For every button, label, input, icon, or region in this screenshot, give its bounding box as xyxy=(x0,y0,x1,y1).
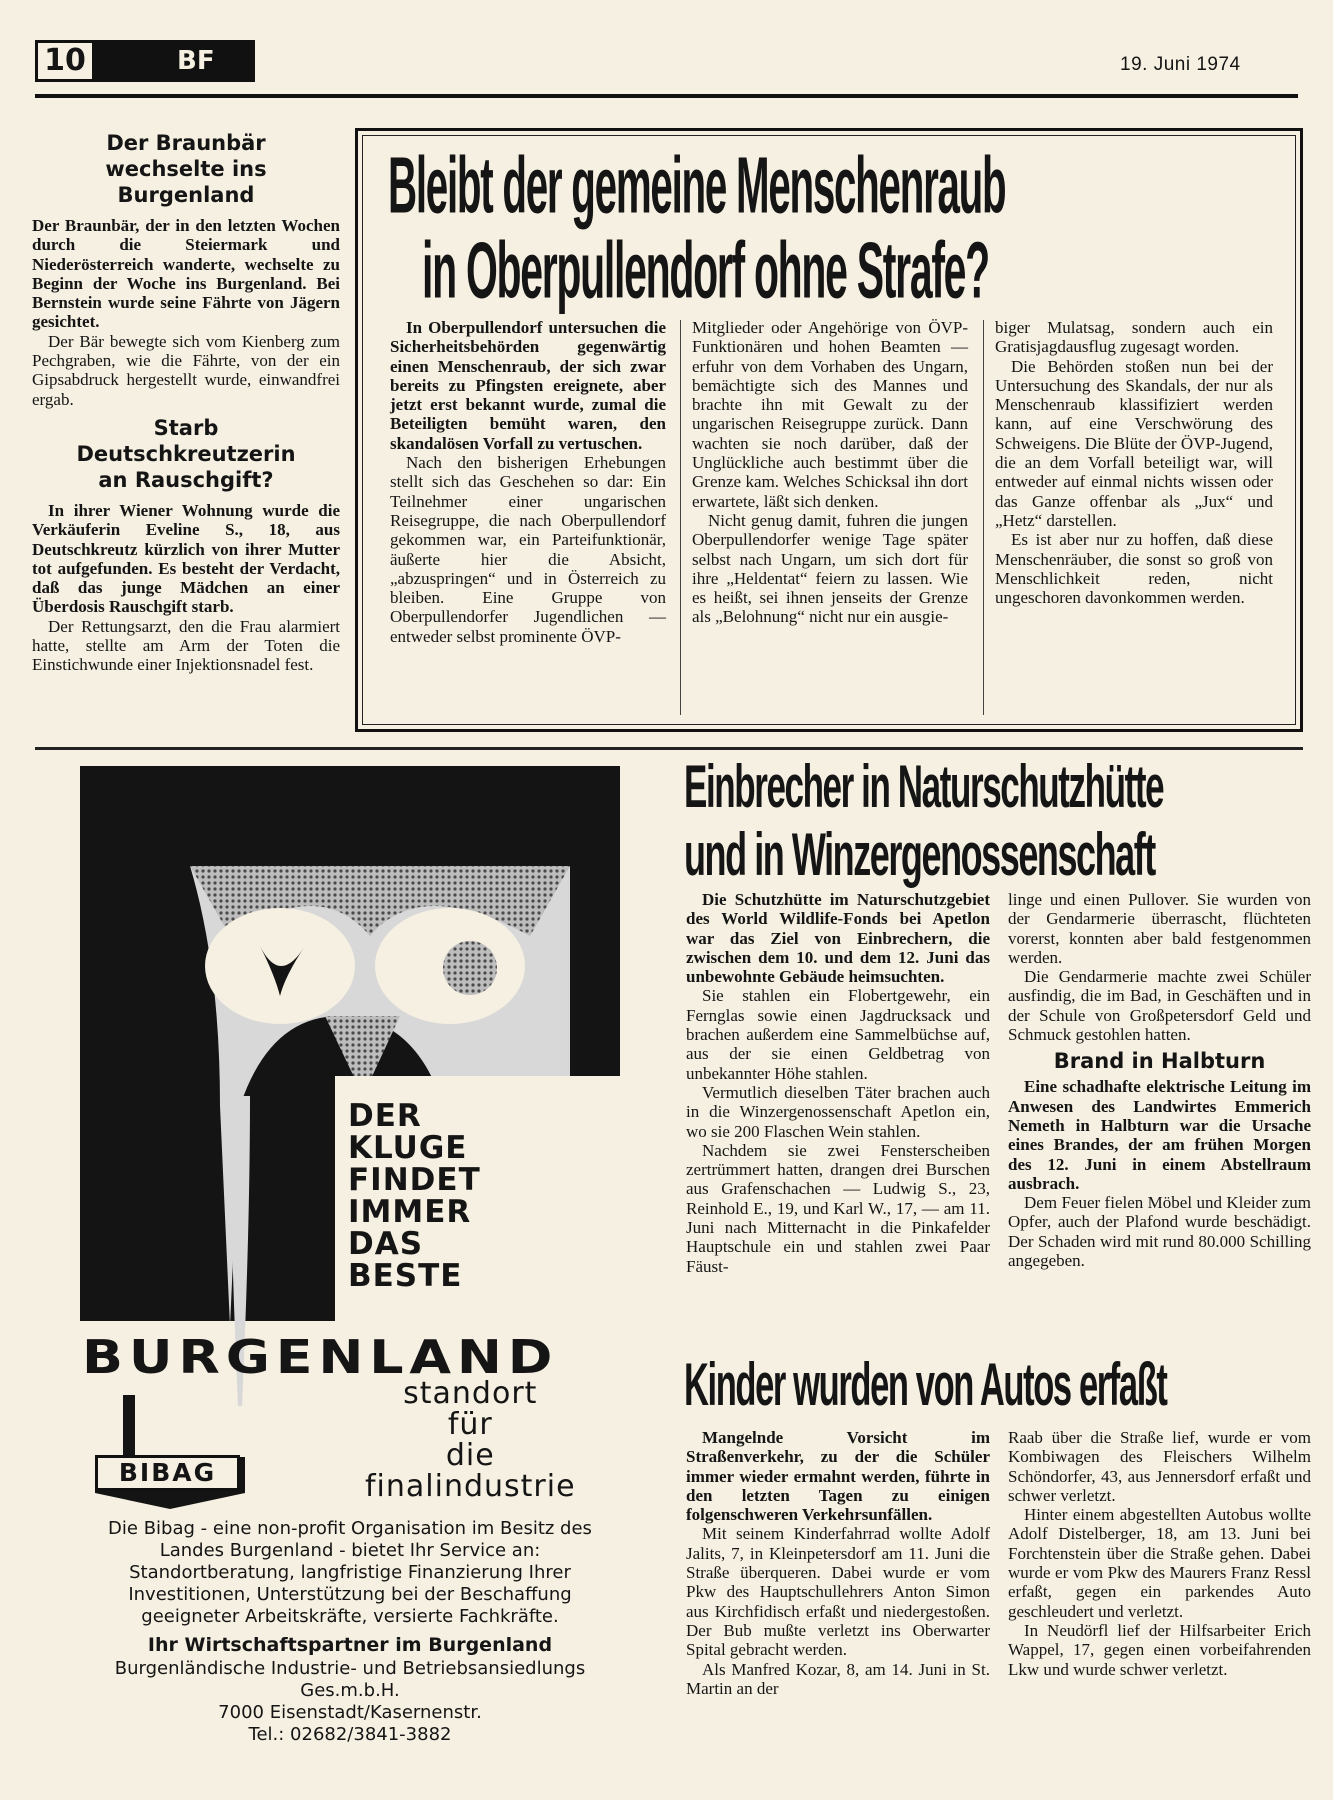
ad-tagline-line: finalindustrie xyxy=(365,1469,576,1504)
story-body: Es ist aber nur zu hoffen, daß diese Menschenräuber, die sonst so groß von Menschlichkeit reden, nicht ungeschoren davonkommen werden. xyxy=(995,530,1273,608)
story-body: biger Mulatsag, sondern auch ein Gratisjagdausflug zugesagt worden. xyxy=(995,318,1273,357)
ad-partner-line: Ihr Wirtschaftspartner im Burgenland xyxy=(147,1634,553,1656)
main-story-column-2 xyxy=(692,318,968,627)
burglary-column-1 xyxy=(686,890,990,1276)
ad-logo: BIBAG xyxy=(95,1455,240,1491)
story-lead: In Oberpullendorf untersuchen die Sicherheitsbehörden gegenwärtig einen Menschenraub, der sich zwar bereits zu Pfingsten ereignete, aber jetzt erst bekannt wurde, zumal die Beteiligten bemüht waren, den skandalösen Vorfall zu vertuschen. xyxy=(390,318,666,453)
ad-address xyxy=(80,1658,620,1746)
burglary-headline-line1: Einbrecher in Naturschutzhütte xyxy=(684,753,1164,821)
main-headline-line1: Bleibt der gemeine Menschenraub xyxy=(388,140,1006,230)
story-body: linge und einen Pullover. Sie wurden von der Gendarmerie überrascht, flüchteten vorerst, konnten aber bald festgenommen werden. xyxy=(1008,890,1311,967)
story-lead: In ihrer Wiener Wohnung wurde die Verkäuferin Eveline S., 18, aus Deutschkreutz kürzlich von ihrer Mutter tot aufgefunden. Es besteht der Verdacht, daß das junge Mädchen an einer Überdosis Rauschgift starb. xyxy=(32,500,340,617)
burglary-headline-line2: und in Winzergenossenschaft xyxy=(684,821,1155,889)
story-headline: Der Braunbär wechselte ins Burgenland xyxy=(105,131,267,207)
header-rule xyxy=(35,94,1298,98)
ad-slogan-line: KLUGE xyxy=(348,1130,468,1166)
section-masthead: BF xyxy=(95,40,255,82)
ad-slogan xyxy=(348,1100,481,1292)
story-body: Als Manfred Kozar, 8, am 14. Juni in St. Martin an der xyxy=(686,1659,990,1698)
ad-address-line: Burgenländische Industrie- und Betriebsansiedlungs Ges.m.b.H. xyxy=(114,1658,586,1701)
children-headline: Kinder wurden von Autos erfaßt xyxy=(684,1351,1167,1419)
ad-slogan-line: DER xyxy=(348,1098,422,1134)
ad-slogan-line: DAS xyxy=(348,1226,424,1262)
story-lead: Eine schadhafte elektrische Leitung im Anwesen des Landwirtes Emmerich Nemeth in Halbturn war die Ursache eines Brandes, der am frühen Morgen des 12. Juni in einem Abstellraum ausbrach. xyxy=(1008,1077,1311,1193)
ad-slogan-line: BESTE xyxy=(348,1258,463,1294)
story-body: Nicht genug damit, fuhren die jungen Oberpullendorfer wenige Tage später selbst nach Ungarn, um sich dort für ihre „Heldentat“ feiern zu lassen. Wie es heißt, sei ihnen jenseits der Grenze als „Belohnung“ nicht nur ein ausgie- xyxy=(692,510,968,627)
main-story-column-1 xyxy=(390,318,666,646)
story-lead: Die Schutzhütte im Naturschutzgebiet des World Wildlife-Fonds bei Apetlon war das Ziel von Einbrechern, die zwischen dem 10. und dem 12. Juni das unbewohnte Gebäude heimsuchten. xyxy=(686,890,990,987)
story-body: Mitglieder oder Angehörige von ÖVP-Funktionären und hohen Beamten — erfuhr von dem Vorhaben des Ungarn, bemächtigte sich des Mannes und brachte ihn mit Gewalt zu der ungarischen Reisegruppe zurück. Dann wachten sie noch darüber, daß der Unglückliche auch bestimmt über die Grenze kam. Welches Schicksal ihn dort erwartete, läßt sich denken. xyxy=(692,318,968,511)
section-rule xyxy=(35,747,1303,750)
ad-brand: BURGENLAND xyxy=(82,1330,559,1384)
ad-description: Die Bibag - eine non-profit Organisation im Besitz des Landes Burgenland - bietet Ihr Service an: Standortberatung, langfristige Finanzierung Ihrer Investitionen, Unterstützung bei der Beschaffung geeigneter Arbeitskräfte, versierte Fachkräfte. xyxy=(108,1518,592,1627)
story-lead: Mangelnde Vorsicht im Straßenverkehr, zu der die Schüler immer wieder ermahnt werden, führte in den letzten Tagen zu einigen folgenschweren Verkehrsunfällen. xyxy=(686,1428,990,1525)
issue-date: 19. Juni 1974 xyxy=(1120,54,1241,75)
children-column-2 xyxy=(1008,1428,1311,1679)
burglary-column-2 xyxy=(1008,890,1311,1270)
story-body: Dem Feuer fielen Möbel und Kleider zum Opfer, auch der Plafond wurde beschädigt. Der Schaden wird mit rund 80.000 Schilling angegeben. xyxy=(1008,1193,1311,1271)
column-rule xyxy=(983,320,984,715)
story-body: Vermutlich dieselben Täter brachen auch in die Winzergenossenschaft Apetlon ein, wo sie 200 Flaschen Wein stahlen. xyxy=(686,1082,990,1141)
column-rule xyxy=(680,320,681,715)
page-number: 10 xyxy=(35,40,95,82)
story-body: Der Bär bewegte sich vom Kienberg zum Pechgraben, wie die Fährte, von der ein Gipsabdruck hergestellt wurde, einwandfrei ergab. xyxy=(32,331,340,409)
story-body: Die Gendarmerie machte zwei Schüler ausfindig, die im Bad, in Geschäften und in der Schule von Großpetersdorf Geld und Schmuck gestohlen hatten. xyxy=(1008,967,1311,1045)
story-body: Hinter einem abgestellten Autobus wollte Adolf Distelberger, 18, am 13. Juni bei Forchtenstein über die Straße gehen. Dabei wurde er vom Pkw des Maurers Franz Ressl erfaßt, gegen ein parkendes Auto geschleudert und verletzt. xyxy=(1008,1505,1311,1621)
main-story-column-3 xyxy=(995,318,1273,607)
story-body: Nach den bisherigen Erhebungen stellt sich das Geschehen so dar: Ein Teilnehmer einer ungarischen Reisegruppe, die nach Oberpullendorf gekommen war, ein Parteifunktionär, äußerte hier die Absicht, „abzuspringen“ und in Österreich zu bleiben. Eine Gruppe von Oberpullendorfer Jugendlichen — entweder selbst prominente ÖVP- xyxy=(390,453,666,646)
sidebar-column xyxy=(32,130,340,675)
story-body: In Neudörfl lief der Hilfsarbeiter Erich Wappel, 17, gegen einen vorbeifahrenden Lkw und wurde schwer verletzt. xyxy=(1008,1620,1311,1679)
ad-slogan-line: IMMER xyxy=(348,1194,472,1230)
ad-tagline xyxy=(365,1378,576,1502)
fire-headline: Brand in Halbturn xyxy=(1053,1049,1266,1074)
children-column-1 xyxy=(686,1428,990,1698)
ad-slogan-line: FINDET xyxy=(348,1162,481,1198)
story-body: Der Rettungsarzt, den die Frau alarmiert hatte, stellte am Arm der Toten die Einstichwunde einer Injektionsnadel fest. xyxy=(32,616,340,675)
ad-tagline-line: die xyxy=(445,1438,495,1473)
story-headline: Starb Deutschkreutzerin an Rauschgift? xyxy=(76,415,296,492)
story-body: Raab über die Straße lief, wurde er vom Kombiwagen des Fleischers Wilhelm Schöndorfer, 43, aus Jennersdorf erfaßt und schwer verletzt. xyxy=(1008,1428,1311,1505)
story-body: Sie stahlen ein Flobertgewehr, ein Fernglas sowie einen Jagdrucksack und brachen außerdem eine Sammelbüchse auf, aus der sie einen Geldbetrag von unbekannter Höhe stahlen. xyxy=(686,986,990,1083)
factory-chimney-icon xyxy=(95,1395,245,1510)
story-body: Nachdem sie zwei Fensterscheiben zertrümmert hatten, drangen drei Burschen aus Grafenschachen — Ludwig S., 23, Reinhold E., 19, und Karl W., 17, — am 11. Juni nach Mitternacht in die Pinkafelder Hauptschule ein und stahlen zwei Paar Fäust- xyxy=(686,1140,990,1276)
ad-phone: Tel.: 02682/3841-3882 xyxy=(248,1724,452,1745)
ad-tagline-line: standort xyxy=(403,1376,538,1411)
ad-tagline-line: für xyxy=(447,1407,493,1442)
story-body: Die Behörden stoßen nun bei der Untersuchung des Skandals, der nur als Menschenraub klassifiziert werden kann, auf eine Verschwörung des Schweigens. Die Blüte der ÖVP-Jugend, die an dem Vorfall beteiligt war, will entweder auf einmal nichts wissen oder das Ganze offenbar als „Jux“ und „Hetz“ darstellen. xyxy=(995,356,1273,530)
story-lead: Der Braunbär, der in den letzten Wochen durch die Steiermark und Niederösterreich wanderte, wechselte zu Beginn der Woche ins Burgenland. Bei Bernstein wurde seine Fährte von Jägern gesichtet. xyxy=(32,216,340,332)
ad-address-line: 7000 Eisenstadt/Kasernenstr. xyxy=(218,1702,482,1723)
main-headline-line2: in Oberpullendorf ohne Strafe? xyxy=(422,225,989,315)
story-body: Mit seinem Kinderfahrrad wollte Adolf Jalits, 7, in Kleinpetersdorf am 11. Juni die Straße überqueren. Dabei wurde er vom Pkw des Hauptschullehrers Anton Simon aus Kirchfidisch erfaßt und niedergestoßen. Der Bub mußte verletzt ins Oberwarter Spital gebracht werden. xyxy=(686,1524,990,1660)
